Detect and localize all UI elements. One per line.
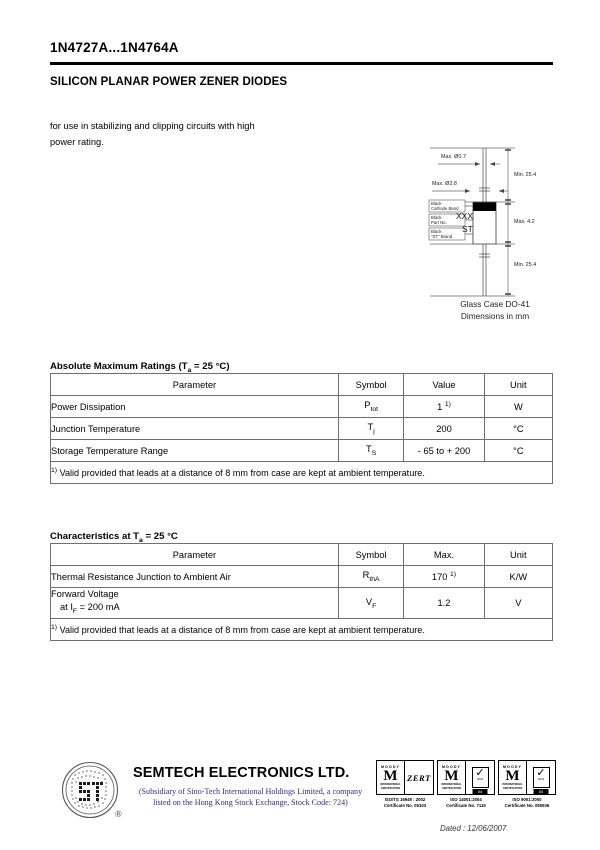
ukas-label: UKAS bbox=[476, 779, 484, 781]
package-dim-top-diameter: Max. Ø0.7 bbox=[441, 154, 466, 160]
col-header-value: Value bbox=[404, 374, 484, 396]
unit-celsius: °C bbox=[484, 440, 552, 462]
subsidiary-line-2: listed on the Hong Kong Stock Exchange, Stock Code: 724) bbox=[153, 798, 348, 807]
if-condition-pre: at I bbox=[60, 601, 73, 612]
page-subtitle: SILICON PLANAR POWER ZENER DIODES bbox=[50, 76, 288, 88]
ukas-tick-icon bbox=[533, 767, 550, 788]
cathode-band-line-2: Cathode Band bbox=[431, 206, 459, 212]
package-caption bbox=[420, 299, 570, 322]
symbol-subscript: thA bbox=[369, 575, 380, 583]
st-circular-logo-icon bbox=[60, 760, 126, 822]
ukas-label: UKAS bbox=[537, 779, 545, 781]
certification-badge bbox=[437, 760, 495, 816]
symbol-subscript: F bbox=[372, 602, 377, 610]
checkmark-glyph: ✓ bbox=[536, 767, 546, 779]
st-brand-line-1: Black bbox=[431, 229, 442, 234]
amr-heading-post: = 25 °C) bbox=[191, 361, 230, 372]
moody-brand-text: MOODY bbox=[502, 765, 523, 770]
package-caption-line-1: Glass Case DO-41 bbox=[460, 299, 530, 309]
cert-caption bbox=[498, 797, 556, 809]
table-row bbox=[51, 588, 553, 619]
cathode-band-line-1: Black bbox=[431, 201, 442, 206]
moody-mark-icon bbox=[438, 761, 466, 794]
cert-caption bbox=[376, 797, 434, 809]
col-header-parameter: Parameter bbox=[51, 544, 339, 566]
cert-emblem bbox=[527, 761, 555, 794]
intro-text bbox=[50, 118, 255, 150]
param-forward-voltage bbox=[51, 588, 339, 619]
cert-number: Certificate No. 05103 bbox=[383, 802, 427, 808]
symbol-subscript: tot bbox=[370, 405, 379, 413]
table-row bbox=[51, 396, 553, 418]
package-label-st-brand bbox=[431, 229, 452, 240]
page-title: 1N4727A...1N4764A bbox=[50, 40, 179, 55]
header-rule bbox=[50, 62, 553, 65]
amr-heading-sub: a bbox=[187, 366, 192, 374]
table-header-row bbox=[51, 374, 553, 396]
cert-standard: ISO/TS 16949 : 2002 bbox=[384, 796, 426, 802]
unit-kelvin-per-watt: K/W bbox=[484, 566, 552, 588]
col-header-unit: Unit bbox=[484, 374, 552, 396]
moody-mark-icon bbox=[377, 761, 405, 794]
ukas-tick-icon bbox=[472, 767, 489, 788]
moody-intl-line-1: INTERNATIONAL bbox=[502, 783, 523, 787]
symbol-base: T bbox=[366, 444, 372, 455]
cert-emblem bbox=[405, 761, 433, 794]
cert-number: Certificate No. 7116 bbox=[446, 802, 486, 808]
ukas-number-bar: 04 bbox=[473, 789, 488, 794]
value-junction-temperature: 200 bbox=[404, 418, 484, 440]
absolute-maximum-ratings-heading bbox=[50, 361, 230, 374]
symbol-tj bbox=[338, 418, 404, 440]
checkmark-glyph: ✓ bbox=[475, 767, 485, 779]
value-storage-temperature-range: - 65 to + 200 bbox=[404, 440, 484, 462]
part-no-line-2: Part No. bbox=[431, 220, 447, 226]
document-date: Dated : 12/06/2007 bbox=[440, 824, 507, 833]
absolute-maximum-ratings-table bbox=[50, 373, 553, 484]
forward-voltage-line-1: Forward Voltage bbox=[51, 589, 119, 599]
moody-letter: M bbox=[383, 768, 398, 785]
st-brand-line-2: "ST" Brand bbox=[431, 234, 453, 240]
unit-celsius: °C bbox=[484, 418, 552, 440]
package-body-mark-brand: ST bbox=[462, 224, 473, 234]
moody-intl-line-2: CERTIFICATION bbox=[441, 786, 462, 790]
cert-number: Certificate No. 050936 bbox=[504, 802, 550, 808]
table-footnote-row bbox=[51, 618, 553, 640]
moody-intl-line-2: CERTIFICATION bbox=[502, 786, 523, 790]
table1-footnote bbox=[51, 462, 553, 484]
registered-mark-glyph: ® bbox=[115, 809, 122, 819]
value-thermal-resistance bbox=[404, 566, 484, 588]
package-label-part-no bbox=[431, 215, 447, 226]
symbol-base: P bbox=[364, 400, 371, 411]
param-thermal-resistance: Thermal Resistance Junction to Ambient Air bbox=[51, 566, 339, 588]
moody-brand-text: MOODY bbox=[380, 765, 401, 770]
footnote-text: Valid provided that leads at a distance of 8 mm from case are kept at ambient temperature. bbox=[57, 624, 425, 635]
package-dim-body-diameter: Max. Ø2.8 bbox=[432, 181, 457, 187]
param-power-dissipation: Power Dissipation bbox=[51, 396, 339, 418]
if-condition-sub: F bbox=[72, 607, 78, 615]
value-footnote-ref: 1) bbox=[444, 400, 451, 408]
package-dim-body-length: Max. 4.2 bbox=[514, 219, 535, 225]
certification-badges bbox=[376, 760, 558, 816]
intro-line-2: power rating. bbox=[50, 137, 104, 147]
cert-badge-box bbox=[498, 760, 556, 795]
part-no-line-1: Black bbox=[431, 215, 442, 220]
symbol-ts bbox=[338, 440, 404, 462]
moody-letter: M bbox=[505, 768, 520, 785]
symbol-base: T bbox=[367, 422, 374, 433]
certification-badge bbox=[376, 760, 434, 816]
param-storage-temperature-range: Storage Temperature Range bbox=[51, 440, 339, 462]
amr-heading-pre: Absolute Maximum Ratings (T bbox=[50, 361, 188, 372]
char-heading-post: = 25 °C bbox=[142, 531, 178, 542]
company-name: SEMTECH ELECTRONICS LTD. bbox=[133, 765, 350, 781]
symbol-ptot bbox=[338, 396, 404, 418]
cert-badge-box bbox=[437, 760, 495, 795]
moody-intl-line-1: INTERNATIONAL bbox=[380, 783, 401, 787]
char-heading-pre: Characteristics at T bbox=[50, 531, 140, 542]
symbol-vf bbox=[338, 588, 404, 619]
cert-caption bbox=[437, 797, 495, 809]
moody-letter: M bbox=[444, 768, 459, 785]
symbol-base: R bbox=[362, 570, 370, 581]
value-power-dissipation bbox=[404, 396, 484, 418]
characteristics-table bbox=[50, 543, 553, 641]
col-header-unit: Unit bbox=[484, 544, 552, 566]
table-header-row bbox=[51, 544, 553, 566]
symbol-subscript: j bbox=[373, 427, 375, 435]
package-dim-lead-bottom: Min. 25.4 bbox=[514, 262, 537, 268]
table-row bbox=[51, 440, 553, 462]
col-header-parameter: Parameter bbox=[51, 374, 339, 396]
unit-watt: W bbox=[484, 396, 552, 418]
value-forward-voltage: 1.2 bbox=[404, 588, 484, 619]
ukas-number-bar: 04 bbox=[534, 789, 549, 794]
table-row bbox=[51, 418, 553, 440]
semtech-logo bbox=[60, 760, 126, 822]
table-row bbox=[51, 566, 553, 588]
moody-mark-icon bbox=[499, 761, 527, 794]
intro-line-1: for use in stabilizing and clipping circuits with high bbox=[50, 121, 255, 131]
moody-intl-line-2: CERTIFICATION bbox=[380, 786, 401, 790]
cert-emblem bbox=[466, 761, 494, 794]
certification-badge bbox=[498, 760, 556, 816]
char-heading-sub: a bbox=[139, 536, 143, 544]
package-label-cathode-band bbox=[431, 201, 458, 212]
table2-footnote bbox=[51, 618, 553, 640]
param-junction-temperature: Junction Temperature bbox=[51, 418, 339, 440]
if-condition-post: = 200 mA bbox=[77, 601, 120, 612]
package-caption-line-2: Dimensions in mm bbox=[460, 310, 530, 321]
forward-voltage-line-2 bbox=[51, 601, 338, 618]
table-footnote-row bbox=[51, 462, 553, 484]
footnote-marker: 1) bbox=[51, 466, 58, 474]
zert-emblem-text: ZERT bbox=[407, 772, 431, 783]
symbol-rtha bbox=[338, 566, 404, 588]
unit-volt: V bbox=[484, 588, 552, 619]
package-body-mark-part: XXX bbox=[456, 211, 474, 221]
footnote-text: Valid provided that leads at a distance of 8 mm from case are kept at ambient temperature. bbox=[57, 468, 425, 479]
col-header-symbol: Symbol bbox=[338, 544, 404, 566]
value-footnote-ref: 1) bbox=[450, 570, 457, 578]
cert-standard: ISO 14001:2004 bbox=[450, 796, 482, 802]
value-number: 1 bbox=[437, 402, 443, 413]
footnote-marker: 1) bbox=[51, 623, 58, 631]
moody-brand-text: MOODY bbox=[441, 765, 462, 770]
col-header-max: Max. bbox=[404, 544, 484, 566]
cert-badge-box bbox=[376, 760, 434, 795]
characteristics-heading bbox=[50, 531, 178, 544]
symbol-base: V bbox=[365, 596, 373, 607]
package-dim-lead-top: Min. 25.4 bbox=[514, 172, 537, 178]
subsidiary-line-1: (Subsidiary of Sino-Tech International Holdings Limited, a company bbox=[138, 787, 363, 796]
moody-intl-line-1: INTERNATIONAL bbox=[441, 783, 462, 787]
cert-standard: ISO 9001:2000 bbox=[512, 796, 542, 802]
symbol-subscript: S bbox=[371, 449, 377, 457]
col-header-symbol: Symbol bbox=[338, 374, 404, 396]
value-number: 170 bbox=[431, 572, 448, 583]
